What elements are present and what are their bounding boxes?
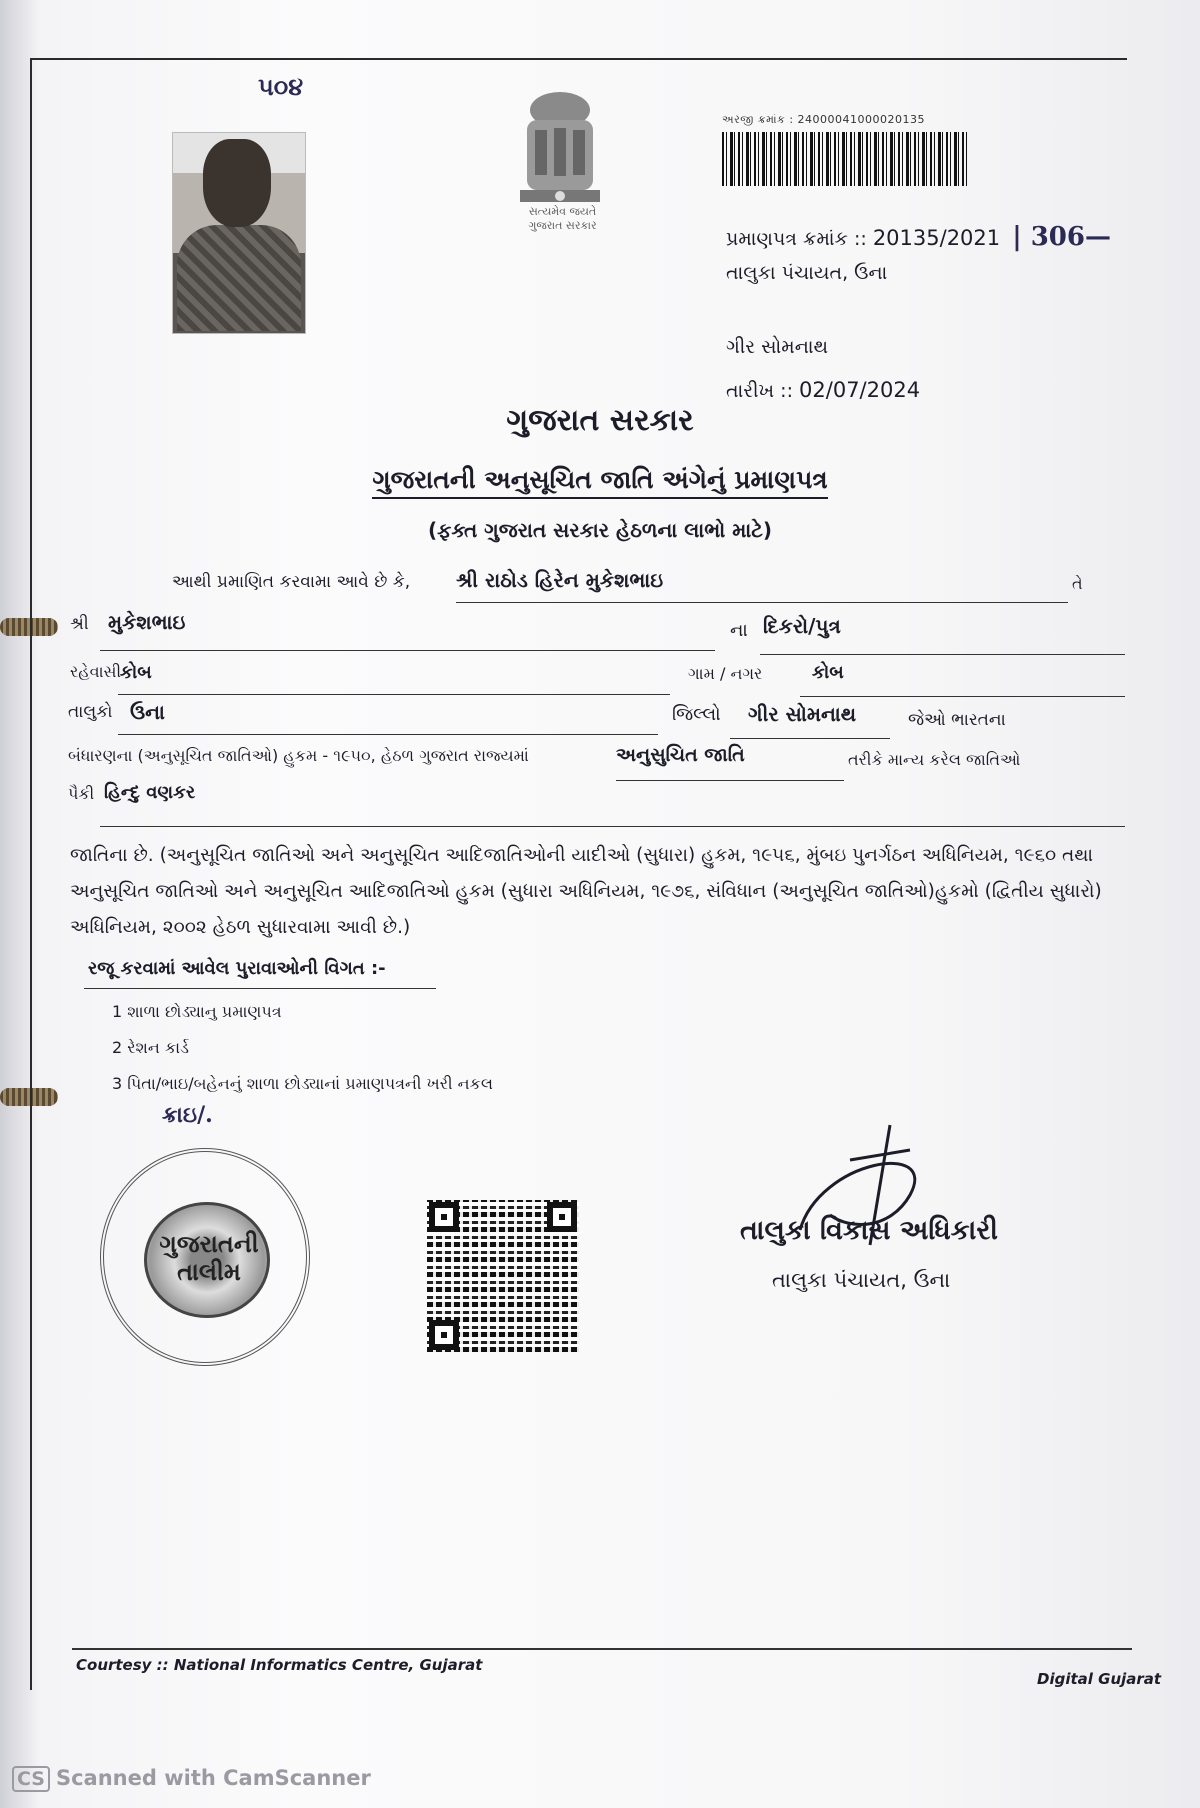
certificate-title: ગુજરાતની અનુસૂચિત જાતિ અંગેનું પ્રમાણપત્ર — [0, 465, 1200, 495]
official-seal: ગુજરાતની તાલીમ — [100, 1148, 310, 1366]
emblem-caption: સત્યમેવ જયતે ગુજરાત સરકાર — [528, 205, 597, 232]
legal-paragraph: જાતિના છે. (અનુસૂચિત જાતિઓ અને અનુસૂચિત આદિજાતિઓની યાદીઓ (સુધારા) હુકમ, ૧૯૫૬, મુંબઇ પુનર્ગઠન અધિનિયમ, ૧૯૬૦ તથા અનુસૂચિત જાતિઓ અને અનુસૂચિત આદિજાતિઓ હુકમ (સુધારા અધિનિયમ, ૧૯૭૬, સંવિધાન (અનુસૂચિત જાતિઓ)હુકમો (દ્વિતીય સુધારો) અધિનિયમ, ૨૦૦૨ હેઠળ સુધારવામા આવી છે.) — [70, 845, 1102, 938]
barcode — [722, 132, 970, 186]
issuing-district: ગીર સોમનાથ — [726, 336, 829, 358]
taluka-value: ઉના — [130, 700, 165, 724]
qr-code — [427, 1200, 579, 1352]
taluka-label: તાલુકો — [68, 702, 113, 722]
camscanner-logo-icon: CS — [12, 1766, 50, 1792]
relation: દિકરો/પુત્ર — [763, 614, 841, 638]
signatory-office: તાલુકા પંચાયત, ઉના — [772, 1268, 951, 1292]
certificate-subtitle: (ફક્ત ગુજરાત સરકાર હેઠળના લાભો માટે) — [427, 518, 773, 542]
line1-suffix: તે — [1072, 574, 1083, 593]
line4-suffix: જેઓ ભારતના — [908, 710, 1006, 730]
district-label: જિલ્લો — [672, 704, 721, 725]
certificate-number: પ્રમાણપત્ર ક્રમાંક :: 20135/2021 | 306— — [726, 222, 1111, 252]
applicant-photo — [172, 132, 306, 334]
shri-label: શ્રી — [70, 614, 89, 634]
resident-value: કોબ — [120, 662, 152, 683]
caste-label: પૈકી — [68, 784, 95, 803]
district-value: ગીર સોમનાથ — [748, 702, 857, 726]
footer-courtesy: Courtesy :: National Informatics Centre, Gujarat — [76, 1656, 483, 1674]
child-of-label: ના — [730, 620, 748, 641]
evidence-title: રજૂ કરવામાં આવેલ પુરાવાઓની વિગત :- — [88, 958, 386, 979]
father-name: મુકેશભાઇ — [108, 610, 186, 634]
barcode-number: અરજી ક્રમાંક : 24000041000020135 — [722, 113, 926, 126]
resident-label: રહેવાસી — [70, 662, 122, 681]
issue-date: તારીખ :: 02/07/2024 — [726, 378, 921, 402]
issuing-office: તાલુકા પંચાયત, ઉના — [726, 262, 888, 284]
evidence-item: 1 શાળા છોડ્યાનુ પ્રમાણપત્ર — [112, 1002, 282, 1021]
order-text: બંધારણના (અનુસૂચિત જાતિઓ) હુકમ - ૧૯૫૦, હેઠળ ગુજરાત રાજ્યમાં — [68, 746, 529, 765]
signatory-title: તાલુકા વિકાસ અધિકારી — [740, 1215, 999, 1246]
evidence-item: 2 રેશન કાર્ડ — [112, 1038, 189, 1057]
village-value: કોબ — [812, 662, 844, 683]
holder-name: શ્રી રાઠોડ હિરેન મુકેશભાઇ — [456, 568, 664, 592]
camscanner-watermark: CS Scanned with CamScanner — [12, 1766, 371, 1792]
attestation-prefix: આથી પ્રમાણિત કરવામા આવે છે કે, — [172, 572, 411, 592]
government-title: ગુજરાત સરકાર — [506, 403, 694, 438]
village-label: ગામ / નગર — [688, 664, 763, 683]
handwritten-note: ક્રાઇ/. — [162, 1102, 213, 1128]
caste-value: હિન્દુ વણકર — [104, 782, 196, 803]
line5-suffix: તરીકે માન્ય કરેલ જાતિઓ — [848, 750, 1021, 769]
category-value: અનુસુચિત જાતિ — [616, 744, 745, 766]
footer-brand: Digital Gujarat — [1037, 1670, 1162, 1688]
evidence-item: 3 પિતા/ભાઇ/બહેનનું શાળા છોડ્યાનાં પ્રમાણપત્રની ખરી નકલ — [112, 1074, 493, 1093]
page-number-mark: ૫૦૪ — [258, 72, 304, 101]
